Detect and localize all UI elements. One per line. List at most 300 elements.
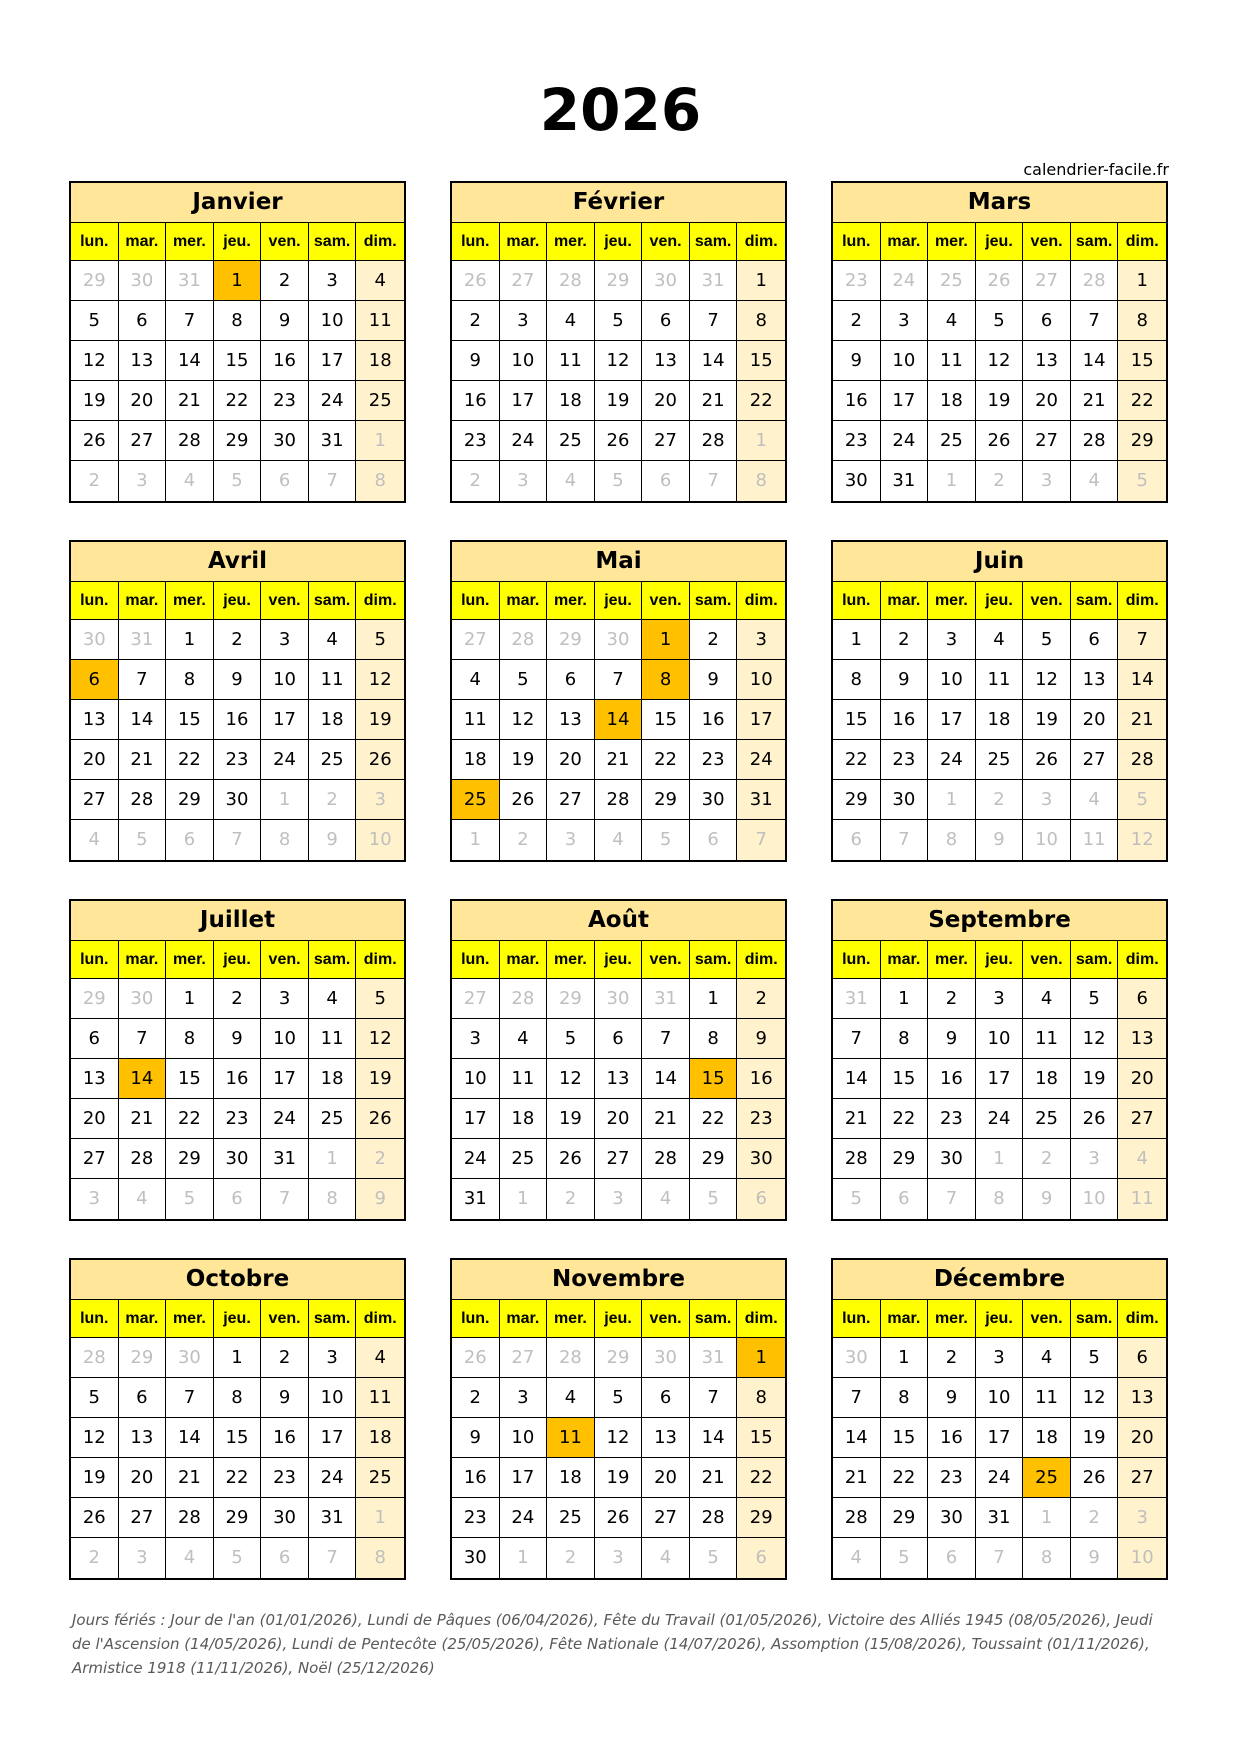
adjacent-month-day: 5 xyxy=(881,1538,929,1578)
weekday-header: ven. xyxy=(642,582,690,620)
day-cell: 6 xyxy=(1118,1338,1166,1378)
day-cell: 20 xyxy=(547,740,595,780)
day-cell: 21 xyxy=(119,1099,167,1139)
day-cell: 26 xyxy=(71,421,119,461)
adjacent-month-day: 6 xyxy=(166,820,214,860)
day-cell: 2 xyxy=(261,1338,309,1378)
day-cell: 25 xyxy=(547,1498,595,1538)
weekday-header: dim. xyxy=(356,1300,404,1338)
day-cell: 4 xyxy=(1023,1338,1071,1378)
day-cell: 14 xyxy=(833,1418,881,1458)
day-cell: 16 xyxy=(928,1418,976,1458)
day-cell: 22 xyxy=(737,1458,785,1498)
month-name: Décembre xyxy=(833,1260,1166,1300)
adjacent-month-day: 24 xyxy=(881,261,929,301)
weekday-header: jeu. xyxy=(595,582,643,620)
day-cell: 1 xyxy=(1118,261,1166,301)
day-cell: 15 xyxy=(737,341,785,381)
weekday-header: mar. xyxy=(119,1300,167,1338)
day-cell: 3 xyxy=(976,1338,1024,1378)
day-cell: 28 xyxy=(119,780,167,820)
day-cell: 6 xyxy=(119,1378,167,1418)
day-cell: 7 xyxy=(166,301,214,341)
adjacent-month-day: 7 xyxy=(309,1538,357,1578)
adjacent-month-day: 29 xyxy=(547,620,595,660)
day-cell: 30 xyxy=(261,421,309,461)
weekday-header: jeu. xyxy=(976,1300,1024,1338)
day-cell: 4 xyxy=(356,261,404,301)
day-cell: 4 xyxy=(309,979,357,1019)
day-cell: 1 xyxy=(737,261,785,301)
day-cell: 30 xyxy=(928,1139,976,1179)
adjacent-month-day: 1 xyxy=(1023,1498,1071,1538)
day-cell: 28 xyxy=(690,421,738,461)
day-cell: 20 xyxy=(642,381,690,421)
adjacent-month-day: 1 xyxy=(309,1139,357,1179)
day-cell: 6 xyxy=(119,301,167,341)
day-cell: 9 xyxy=(690,660,738,700)
adjacent-month-day: 1 xyxy=(261,780,309,820)
day-cell: 8 xyxy=(166,660,214,700)
day-cell: 13 xyxy=(1071,660,1119,700)
day-cell: 5 xyxy=(976,301,1024,341)
day-cell: 5 xyxy=(71,301,119,341)
adjacent-month-day: 29 xyxy=(595,1338,643,1378)
adjacent-month-day: 6 xyxy=(261,461,309,501)
day-cell: 9 xyxy=(928,1378,976,1418)
day-cell: 20 xyxy=(642,1458,690,1498)
weekday-header: lun. xyxy=(452,582,500,620)
day-cell: 17 xyxy=(500,1458,548,1498)
day-cell: 29 xyxy=(166,780,214,820)
weekday-header: jeu. xyxy=(976,223,1024,261)
day-cell: 18 xyxy=(1023,1059,1071,1099)
adjacent-month-day: 6 xyxy=(690,820,738,860)
weekday-header: mar. xyxy=(500,582,548,620)
month-8 xyxy=(450,899,787,1221)
day-cell: 10 xyxy=(309,301,357,341)
month-11 xyxy=(450,1258,787,1580)
adjacent-month-day: 5 xyxy=(642,820,690,860)
day-cell: 11 xyxy=(309,660,357,700)
day-cell: 17 xyxy=(881,381,929,421)
adjacent-month-day: 8 xyxy=(309,1179,357,1219)
month-3 xyxy=(831,181,1168,503)
day-cell: 4 xyxy=(547,301,595,341)
day-cell: 15 xyxy=(833,700,881,740)
adjacent-month-day: 6 xyxy=(928,1538,976,1578)
day-cell: 13 xyxy=(547,700,595,740)
day-cell: 19 xyxy=(71,1458,119,1498)
day-cell: 19 xyxy=(976,381,1024,421)
day-cell: 3 xyxy=(976,979,1024,1019)
adjacent-month-day: 2 xyxy=(309,780,357,820)
day-cell: 16 xyxy=(214,700,262,740)
adjacent-month-day: 5 xyxy=(214,1538,262,1578)
weekday-header: mar. xyxy=(881,1300,929,1338)
weekday-header: ven. xyxy=(642,941,690,979)
day-cell: 28 xyxy=(1071,421,1119,461)
day-cell: 14 xyxy=(1071,341,1119,381)
weekday-header: dim. xyxy=(356,223,404,261)
day-cell: 5 xyxy=(500,660,548,700)
adjacent-month-day: 31 xyxy=(833,979,881,1019)
adjacent-month-day: 30 xyxy=(833,1338,881,1378)
site-label: calendrier-facile.fr xyxy=(1023,160,1169,179)
weekday-header: mer. xyxy=(928,1300,976,1338)
adjacent-month-day: 8 xyxy=(928,820,976,860)
adjacent-month-day: 10 xyxy=(1071,1179,1119,1219)
weekday-header: sam. xyxy=(1071,582,1119,620)
adjacent-month-day: 10 xyxy=(356,820,404,860)
adjacent-month-day: 4 xyxy=(1118,1139,1166,1179)
day-cell: 10 xyxy=(976,1378,1024,1418)
adjacent-month-day: 5 xyxy=(1118,780,1166,820)
adjacent-month-day: 8 xyxy=(261,820,309,860)
day-cell: 24 xyxy=(976,1458,1024,1498)
day-cell: 5 xyxy=(356,979,404,1019)
day-cell: 18 xyxy=(356,341,404,381)
adjacent-month-day: 1 xyxy=(500,1179,548,1219)
day-cell: 4 xyxy=(500,1019,548,1059)
weekday-header: mer. xyxy=(928,582,976,620)
month-name: Avril xyxy=(71,542,404,582)
day-cell: 17 xyxy=(500,381,548,421)
day-cell: 15 xyxy=(166,1059,214,1099)
adjacent-month-day: 3 xyxy=(1118,1498,1166,1538)
weekday-header: mer. xyxy=(547,223,595,261)
day-cell: 11 xyxy=(356,301,404,341)
adjacent-month-day: 4 xyxy=(833,1538,881,1578)
adjacent-month-day: 4 xyxy=(595,820,643,860)
holiday-day-cell: 8 xyxy=(642,660,690,700)
day-cell: 25 xyxy=(356,381,404,421)
month-grid xyxy=(833,582,1166,860)
day-cell: 11 xyxy=(356,1378,404,1418)
adjacent-month-day: 25 xyxy=(928,261,976,301)
weekday-header: mer. xyxy=(166,582,214,620)
day-cell: 18 xyxy=(1023,1418,1071,1458)
day-cell: 21 xyxy=(642,1099,690,1139)
month-name: Juin xyxy=(833,542,1166,582)
adjacent-month-day: 2 xyxy=(976,780,1024,820)
page-title: 2026 xyxy=(539,76,702,144)
adjacent-month-day: 7 xyxy=(976,1538,1024,1578)
day-cell: 2 xyxy=(261,261,309,301)
adjacent-month-day: 9 xyxy=(356,1179,404,1219)
adjacent-month-day: 5 xyxy=(690,1179,738,1219)
weekday-header: ven. xyxy=(642,223,690,261)
day-cell: 16 xyxy=(737,1059,785,1099)
adjacent-month-day: 23 xyxy=(833,261,881,301)
day-cell: 6 xyxy=(1071,620,1119,660)
day-cell: 24 xyxy=(309,1458,357,1498)
day-cell: 18 xyxy=(309,1059,357,1099)
day-cell: 31 xyxy=(881,461,929,501)
adjacent-month-day: 9 xyxy=(1023,1179,1071,1219)
adjacent-month-day: 3 xyxy=(1023,461,1071,501)
month-grid xyxy=(71,941,404,1219)
day-cell: 29 xyxy=(833,780,881,820)
day-cell: 26 xyxy=(500,780,548,820)
adjacent-month-day: 5 xyxy=(595,461,643,501)
day-cell: 13 xyxy=(71,700,119,740)
adjacent-month-day: 28 xyxy=(547,261,595,301)
day-cell: 22 xyxy=(214,1458,262,1498)
day-cell: 12 xyxy=(976,341,1024,381)
adjacent-month-day: 28 xyxy=(500,620,548,660)
weekday-header: ven. xyxy=(1023,1300,1071,1338)
weekday-header: jeu. xyxy=(595,223,643,261)
day-cell: 22 xyxy=(881,1458,929,1498)
day-cell: 24 xyxy=(452,1139,500,1179)
day-cell: 4 xyxy=(1023,979,1071,1019)
day-cell: 5 xyxy=(547,1019,595,1059)
holiday-day-cell: 6 xyxy=(71,660,119,700)
day-cell: 19 xyxy=(1071,1059,1119,1099)
weekday-header: dim. xyxy=(1118,582,1166,620)
weekday-header: dim. xyxy=(1118,223,1166,261)
day-cell: 15 xyxy=(1118,341,1166,381)
day-cell: 26 xyxy=(595,1498,643,1538)
weekday-header: mer. xyxy=(547,582,595,620)
day-cell: 30 xyxy=(452,1538,500,1578)
day-cell: 3 xyxy=(261,620,309,660)
day-cell: 13 xyxy=(595,1059,643,1099)
day-cell: 27 xyxy=(547,780,595,820)
day-cell: 18 xyxy=(976,700,1024,740)
day-cell: 6 xyxy=(71,1019,119,1059)
adjacent-month-day: 9 xyxy=(1071,1538,1119,1578)
weekday-header: lun. xyxy=(452,223,500,261)
day-cell: 7 xyxy=(690,301,738,341)
day-cell: 14 xyxy=(690,1418,738,1458)
month-name: Octobre xyxy=(71,1260,404,1300)
adjacent-month-day: 27 xyxy=(452,979,500,1019)
day-cell: 26 xyxy=(356,740,404,780)
adjacent-month-day: 1 xyxy=(500,1538,548,1578)
day-cell: 11 xyxy=(1023,1019,1071,1059)
adjacent-month-day: 3 xyxy=(71,1179,119,1219)
adjacent-month-day: 1 xyxy=(737,421,785,461)
month-7 xyxy=(69,899,406,1221)
adjacent-month-day: 5 xyxy=(1118,461,1166,501)
adjacent-month-day: 28 xyxy=(71,1338,119,1378)
weekday-header: dim. xyxy=(737,1300,785,1338)
adjacent-month-day: 3 xyxy=(356,780,404,820)
day-cell: 6 xyxy=(642,301,690,341)
day-cell: 21 xyxy=(166,381,214,421)
adjacent-month-day: 30 xyxy=(642,1338,690,1378)
adjacent-month-day: 11 xyxy=(1071,820,1119,860)
day-cell: 17 xyxy=(452,1099,500,1139)
adjacent-month-day: 30 xyxy=(595,979,643,1019)
day-cell: 14 xyxy=(166,341,214,381)
adjacent-month-day: 8 xyxy=(356,461,404,501)
day-cell: 25 xyxy=(309,1099,357,1139)
month-4 xyxy=(69,540,406,862)
day-cell: 30 xyxy=(690,780,738,820)
day-cell: 26 xyxy=(1071,1099,1119,1139)
day-cell: 3 xyxy=(928,620,976,660)
day-cell: 1 xyxy=(881,1338,929,1378)
day-cell: 12 xyxy=(71,341,119,381)
day-cell: 2 xyxy=(690,620,738,660)
day-cell: 28 xyxy=(166,1498,214,1538)
day-cell: 11 xyxy=(309,1019,357,1059)
day-cell: 3 xyxy=(500,1378,548,1418)
day-cell: 9 xyxy=(881,660,929,700)
adjacent-month-day: 4 xyxy=(642,1538,690,1578)
adjacent-month-day: 7 xyxy=(214,820,262,860)
day-cell: 10 xyxy=(737,660,785,700)
day-cell: 29 xyxy=(214,1498,262,1538)
holiday-day-cell: 14 xyxy=(119,1059,167,1099)
day-cell: 18 xyxy=(500,1099,548,1139)
day-cell: 22 xyxy=(737,381,785,421)
day-cell: 26 xyxy=(356,1099,404,1139)
day-cell: 15 xyxy=(642,700,690,740)
weekday-header: dim. xyxy=(1118,1300,1166,1338)
day-cell: 19 xyxy=(500,740,548,780)
day-cell: 25 xyxy=(928,421,976,461)
day-cell: 22 xyxy=(690,1099,738,1139)
day-cell: 19 xyxy=(595,1458,643,1498)
weekday-header: jeu. xyxy=(595,941,643,979)
adjacent-month-day: 1 xyxy=(356,421,404,461)
day-cell: 1 xyxy=(166,620,214,660)
day-cell: 3 xyxy=(881,301,929,341)
day-cell: 13 xyxy=(642,341,690,381)
day-cell: 10 xyxy=(881,341,929,381)
day-cell: 23 xyxy=(452,1498,500,1538)
day-cell: 16 xyxy=(261,1418,309,1458)
day-cell: 9 xyxy=(261,301,309,341)
adjacent-month-day: 8 xyxy=(1023,1538,1071,1578)
weekday-header: mar. xyxy=(119,223,167,261)
day-cell: 3 xyxy=(309,261,357,301)
weekday-header: mer. xyxy=(166,223,214,261)
adjacent-month-day: 30 xyxy=(166,1338,214,1378)
day-cell: 14 xyxy=(833,1059,881,1099)
weekday-header: dim. xyxy=(737,223,785,261)
weekday-header: lun. xyxy=(71,1300,119,1338)
day-cell: 7 xyxy=(166,1378,214,1418)
day-cell: 25 xyxy=(309,740,357,780)
day-cell: 18 xyxy=(928,381,976,421)
day-cell: 18 xyxy=(309,700,357,740)
day-cell: 8 xyxy=(1118,301,1166,341)
day-cell: 7 xyxy=(1071,301,1119,341)
day-cell: 28 xyxy=(833,1498,881,1538)
adjacent-month-day: 3 xyxy=(500,461,548,501)
day-cell: 18 xyxy=(547,381,595,421)
adjacent-month-day: 29 xyxy=(119,1338,167,1378)
day-cell: 12 xyxy=(500,700,548,740)
adjacent-month-day: 8 xyxy=(356,1538,404,1578)
day-cell: 5 xyxy=(356,620,404,660)
day-cell: 22 xyxy=(214,381,262,421)
day-cell: 27 xyxy=(1023,421,1071,461)
month-grid xyxy=(452,582,785,860)
adjacent-month-day: 9 xyxy=(976,820,1024,860)
day-cell: 20 xyxy=(595,1099,643,1139)
day-cell: 23 xyxy=(261,381,309,421)
weekday-header: dim. xyxy=(1118,941,1166,979)
weekday-header: lun. xyxy=(833,941,881,979)
day-cell: 1 xyxy=(166,979,214,1019)
day-cell: 13 xyxy=(1118,1019,1166,1059)
weekday-header: mar. xyxy=(500,223,548,261)
adjacent-month-day: 9 xyxy=(309,820,357,860)
adjacent-month-day: 1 xyxy=(928,780,976,820)
day-cell: 15 xyxy=(214,341,262,381)
day-cell: 7 xyxy=(642,1019,690,1059)
day-cell: 4 xyxy=(928,301,976,341)
weekday-header: mer. xyxy=(166,1300,214,1338)
day-cell: 20 xyxy=(71,740,119,780)
day-cell: 14 xyxy=(166,1418,214,1458)
adjacent-month-day: 26 xyxy=(452,261,500,301)
day-cell: 8 xyxy=(737,1378,785,1418)
day-cell: 2 xyxy=(928,979,976,1019)
day-cell: 10 xyxy=(261,660,309,700)
adjacent-month-day: 30 xyxy=(119,979,167,1019)
day-cell: 22 xyxy=(642,740,690,780)
day-cell: 1 xyxy=(833,620,881,660)
holiday-day-cell: 11 xyxy=(547,1418,595,1458)
adjacent-month-day: 7 xyxy=(928,1179,976,1219)
adjacent-month-day: 31 xyxy=(642,979,690,1019)
day-cell: 8 xyxy=(737,301,785,341)
day-cell: 17 xyxy=(976,1418,1024,1458)
adjacent-month-day: 29 xyxy=(547,979,595,1019)
month-2 xyxy=(450,181,787,503)
day-cell: 15 xyxy=(166,700,214,740)
day-cell: 10 xyxy=(928,660,976,700)
day-cell: 15 xyxy=(881,1418,929,1458)
weekday-header: ven. xyxy=(261,1300,309,1338)
weekday-header: ven. xyxy=(261,582,309,620)
weekday-header: jeu. xyxy=(976,941,1024,979)
day-cell: 29 xyxy=(642,780,690,820)
day-cell: 24 xyxy=(261,740,309,780)
day-cell: 2 xyxy=(452,301,500,341)
adjacent-month-day: 2 xyxy=(547,1538,595,1578)
day-cell: 20 xyxy=(119,381,167,421)
day-cell: 29 xyxy=(881,1139,929,1179)
day-cell: 17 xyxy=(261,1059,309,1099)
day-cell: 25 xyxy=(500,1139,548,1179)
adjacent-month-day: 8 xyxy=(737,461,785,501)
day-cell: 29 xyxy=(881,1498,929,1538)
day-cell: 11 xyxy=(928,341,976,381)
day-cell: 3 xyxy=(261,979,309,1019)
day-cell: 15 xyxy=(881,1059,929,1099)
day-cell: 19 xyxy=(547,1099,595,1139)
adjacent-month-day: 11 xyxy=(1118,1179,1166,1219)
adjacent-month-day: 27 xyxy=(500,261,548,301)
weekday-header: mar. xyxy=(500,941,548,979)
day-cell: 29 xyxy=(690,1139,738,1179)
day-cell: 19 xyxy=(595,381,643,421)
day-cell: 3 xyxy=(309,1338,357,1378)
adjacent-month-day: 28 xyxy=(500,979,548,1019)
day-cell: 2 xyxy=(452,1378,500,1418)
adjacent-month-day: 3 xyxy=(1023,780,1071,820)
adjacent-month-day: 29 xyxy=(71,979,119,1019)
day-cell: 5 xyxy=(595,301,643,341)
